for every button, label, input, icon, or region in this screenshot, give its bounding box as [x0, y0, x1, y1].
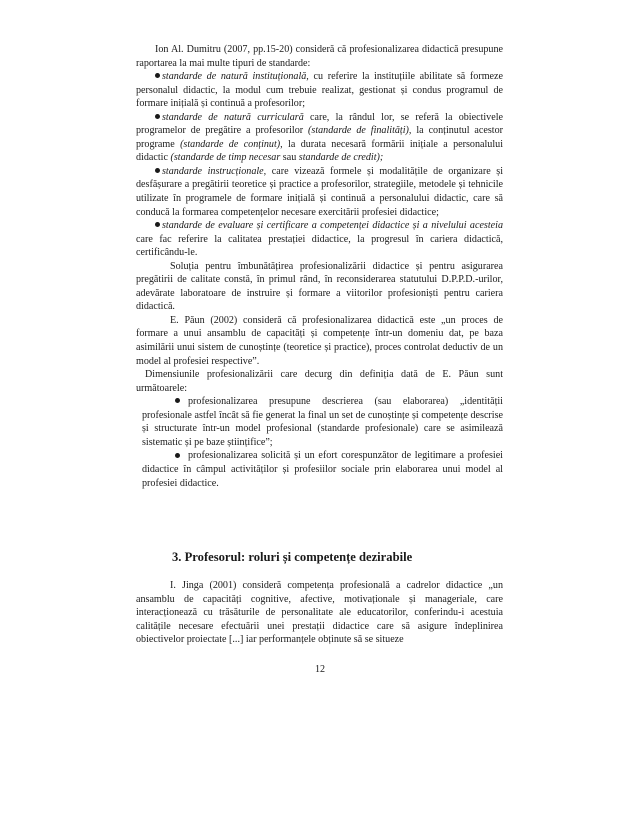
page-number: 12: [314, 664, 326, 675]
bullet-icon: [175, 398, 180, 403]
bullet-standards-evaluation: standarde de evaluare și certificare a competenței didactice și a nivelului acesteia care fac referire la calitatea prestației didactice, la progresul în cariera didactică, certificându-le.: [136, 220, 503, 259]
list-item: profesionalizarea solicită și un efort corespunzător de legitimare a profesiei didactice în câmpul activităților și profesiilor sociale prin elaborarea unui model al profesiei didactice.: [142, 450, 503, 489]
list-item: profesionalizarea presupune descrierea (sau elaborarea) „identității profesionale astfel încât să fie generat la final un set de cunoștințe și competențe descrise și structurate într-un model profesional (standarde profesionale) care se asimilează sistematic și pe baze științifice”;: [142, 396, 503, 448]
bullet-icon: [155, 73, 160, 78]
bullet-standards-instructional: standarde instrucționale, care vizează formele și modalitățile de organizare și desfășurare a pregătirii teoretice și practice a profesorilor, strategiile, metodele și tehnicile utilizate în programele de formare inițială și continuă a personalului didactic, care să conducă la formarea competențelor necesare exercitării profesiei didactice;: [136, 165, 503, 218]
bullet-icon: [155, 168, 160, 173]
paragraph-dimensiuni: Dimensiunile profesionalizării care decurg din definiția dată de E. Păun sunt următoarele:: [136, 369, 503, 394]
paragraph-jinga: I. Jinga (2001) consideră competența profesională a cadrelor didactice „un ansamblu de capacități cognitive, afective, motivaționale și manageriale, care interacționează cu trăsăturile de personalitate ale educatorilor, conferindu-i acestuia calitățile necesare efectuării unei prestații didactice care să asigure îndeplinirea obiectivelor proiectate [...] iar performanțele obținute să se situeze: [136, 580, 503, 646]
bullet-icon: [155, 222, 160, 227]
section-body: [136, 579, 503, 647]
dimensions-list: [142, 395, 503, 490]
bullet-icon: [175, 453, 180, 458]
bullet-standards-curricular: standarde de natură curriculară care, la rândul lor, se referă la obiectivele programelor de pregătire a profesorilor (standarde de finalități), la conținutul acestor programe (standarde de conținut), la durata necesară formării inițiale a personalului didactic (standarde de timp necesar sau standarde de credit);: [136, 111, 504, 164]
paragraph-paun: E. Păun (2002) consideră că profesionalizarea didactică este „un proces de formare a unui ansamblu de capacități și competențe într-un domeniu dat, pe baza asimilării unui sistem de cunoștințe (teoretice și practice), proces controlat deductiv de un model al profesiei respective”.: [136, 314, 503, 367]
bullet-icon: [155, 114, 160, 119]
paragraph-solutia: Soluția pentru îmbunătățirea profesionalizării didactice și pentru asigurarea pregătirii de calitate constă, în primul rând, în reconsiderarea statutului D.P.P.D.-urilor, adevărate laboratoare de instruire și formare a viitorilor profesioniști pentru cariera didactică.: [136, 260, 503, 313]
body-text: [136, 43, 503, 490]
section-heading: 3. Profesorul: roluri și competențe dezirabile: [172, 550, 413, 564]
paragraph-intro: Ion Al. Dumitru (2007, pp.15-20) consideră că profesionalizarea didactică presupune raportarea la mai multe tipuri de standarde:: [136, 44, 503, 69]
bullet-standards-institutional: standarde de natură instituțională, cu referire la instituțiile abilitate să formeze personalul didactic, la modul cum trebuie realizat, gestionat și condus programul de formare inițială și continuă a profesorilor;: [136, 71, 503, 110]
